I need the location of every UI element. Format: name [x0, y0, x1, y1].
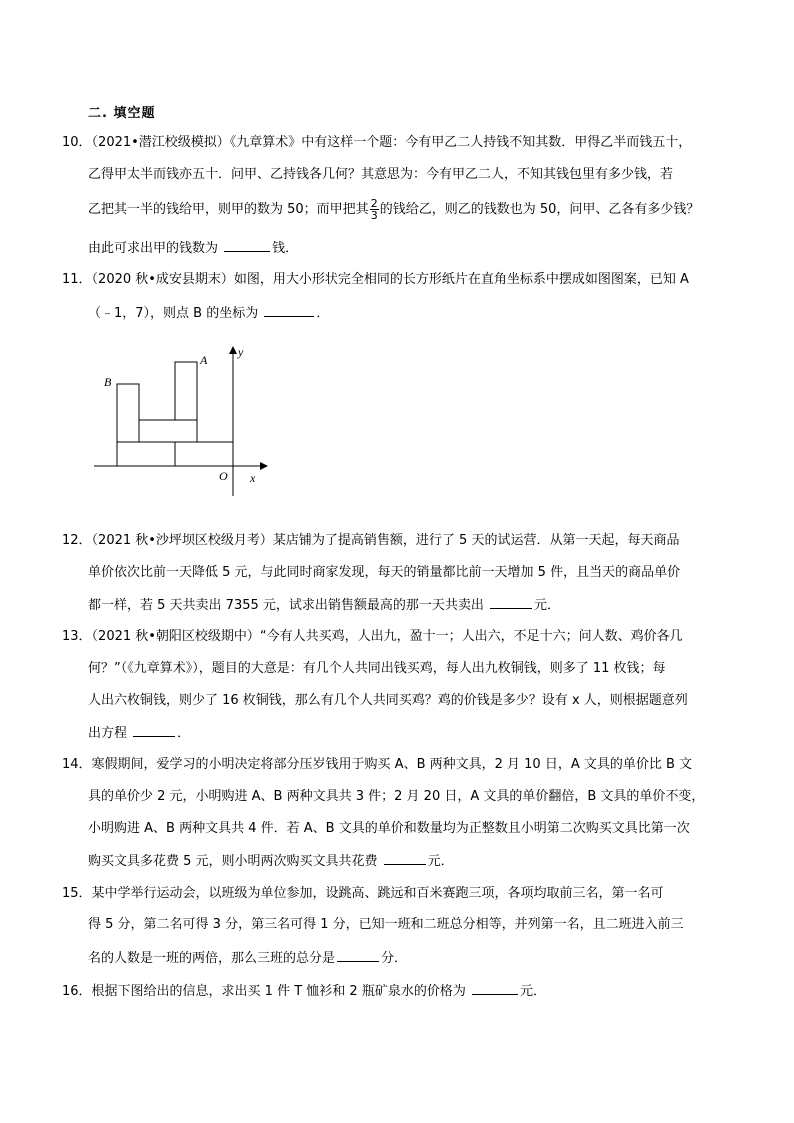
answer-blank[interactable]: [264, 304, 314, 317]
label-x: x: [250, 471, 256, 485]
q14-line3: 小明购进 A、B 两种文具共 4 件．若 A、B 文具的单价和数量均为正整数且小明第二次购买文具比第一次: [88, 821, 690, 836]
q13-line4: [88, 724, 732, 742]
q16-line1-part2: 元．: [519, 984, 546, 999]
rectangle: [117, 442, 175, 466]
q12-line3-part2: 元．: [534, 598, 561, 613]
q15-line2: 得 5 分，第二名可得 3 分，第三名可得 1 分，已知一班和二班总分相等，并列第一名，且二班进入前三: [88, 917, 684, 932]
label-origin: O: [219, 469, 228, 483]
q11-line2-part2: ．: [316, 306, 330, 321]
q11-line1: 11．（2020 秋•成安县期末）如图，用大小形状完全相同的长方形纸片在直角坐标系中摆成如图图案，已知 A: [62, 272, 689, 287]
q13-line2: 何？”（《九章算术》），题目的大意是：有几个人共同出钱买鸡，每人出九枚铜钱，则多了 11 枚钱；每: [88, 661, 666, 676]
answer-blank[interactable]: [337, 949, 379, 962]
q11-line2: [88, 304, 732, 322]
coordinate-figure: [92, 340, 272, 500]
rectangle: [175, 362, 197, 420]
answer-blank[interactable]: [472, 982, 518, 995]
label-a: A: [200, 353, 208, 367]
rectangle: [139, 420, 197, 442]
q13-line3: 人出六枚铜钱，则少了 16 枚铜钱，那么有几个人共同买鸡？鸡的价钱是多少？设有 x 人，则根据题意列: [88, 693, 688, 708]
x-axis-arrow: [260, 462, 268, 470]
q11-line2-part1: （﹣1，7），则点 B 的坐标为: [88, 306, 263, 321]
q16-line1-part1: 16．根据下图给出的信息，求出买 1 件 T 恤衫和 2 瓶矿泉水的价格为: [62, 984, 470, 999]
label-y: y: [238, 345, 244, 359]
q14-line4-part2: 元．: [427, 854, 454, 869]
answer-blank[interactable]: [133, 724, 175, 737]
q10-line4: [88, 239, 732, 257]
fraction-numerator: 2: [370, 197, 378, 210]
label-b: B: [104, 375, 112, 389]
q15-line1: 15．某中学举行运动会，以班级为单位参加，设跳高、跳远和百米赛跑三项，各项均取前三名，第一名可: [62, 886, 664, 901]
q10-line3-part2: 的钱给乙，则乙的钱数也为 50，问甲、乙各有多少钱？: [379, 202, 700, 217]
answer-blank[interactable]: [490, 596, 532, 609]
answer-blank[interactable]: [224, 239, 270, 252]
q16-line1: [62, 982, 732, 1000]
q14-line4-part1: 购买文具多花费 5 元，则小明两次购买文具共花费: [88, 854, 382, 869]
q13-line4-part2: ．: [177, 726, 191, 741]
q13-line4-part1: 出方程: [88, 726, 132, 741]
q14-line1: 14．寒假期间，爱学习的小明决定将部分压岁钱用于购买 A、B 两种文具，2 月 10 日，A 文具的单价比 B 文: [62, 757, 693, 772]
q10-line4-part1: 由此可求出甲的钱数为: [88, 241, 223, 256]
q12-line3-part1: 都一样，若 5 天共卖出 7355 元，试求出销售额最高的那一天共卖出: [88, 598, 489, 613]
q12-line2: 单价依次比前一天降低 5 元，与此同时商家发现，每天的销量都比前一天增加 5 件，且当天的商品单价: [88, 565, 681, 580]
q12-line1: 12．（2021 秋•沙坪坝区校级月考）某店铺为了提高销售额，进行了 5 天的试运营．从第一天起，每天商品: [62, 533, 680, 548]
answer-blank[interactable]: [384, 852, 426, 865]
q10-line2: 乙得甲太半而钱亦五十．问甲、乙持钱各几何？其意思为：今有甲乙二人，不知其钱包里有多少钱，若: [88, 167, 674, 182]
q15-line3-part1: 名的人数是一班的两倍，那么三班的总分是: [88, 951, 336, 966]
fraction: [370, 198, 379, 221]
q14-line2: 具的单价少 2 元，小明购进 A、B 两种文具共 3 件；2 月 20 日，A 文具的单价翻倍，B 文具的单价不变，: [88, 789, 705, 804]
q15-line3-part2: 分．: [381, 951, 408, 966]
q12-line3: [88, 596, 732, 614]
q10-line1: 10．（2021•潜江校级模拟）《九章算术》中有这样一个题：今有甲乙二人持钱不知其数．甲得乙半而钱五十，: [62, 135, 692, 150]
y-axis-arrow: [229, 346, 237, 354]
rectangle: [175, 442, 233, 466]
q10-line3: [88, 198, 732, 221]
q10-line3-part1: 乙把其一半的钱给甲，则甲的数为 50；而甲把其: [88, 202, 369, 217]
q15-line3: [88, 949, 732, 967]
rectangle: [117, 384, 139, 442]
section-title: 二. 填空题: [88, 106, 156, 121]
q10-line4-part2: 钱．: [272, 241, 299, 256]
q14-line4: [88, 852, 732, 870]
fraction-denominator: 3: [370, 209, 378, 222]
q13-line1: 13．（2021 秋•朝阳区校级期中）“今有人共买鸡，人出九，盈十一；人出六，不足十六；问人数、鸡价各几: [62, 629, 683, 644]
